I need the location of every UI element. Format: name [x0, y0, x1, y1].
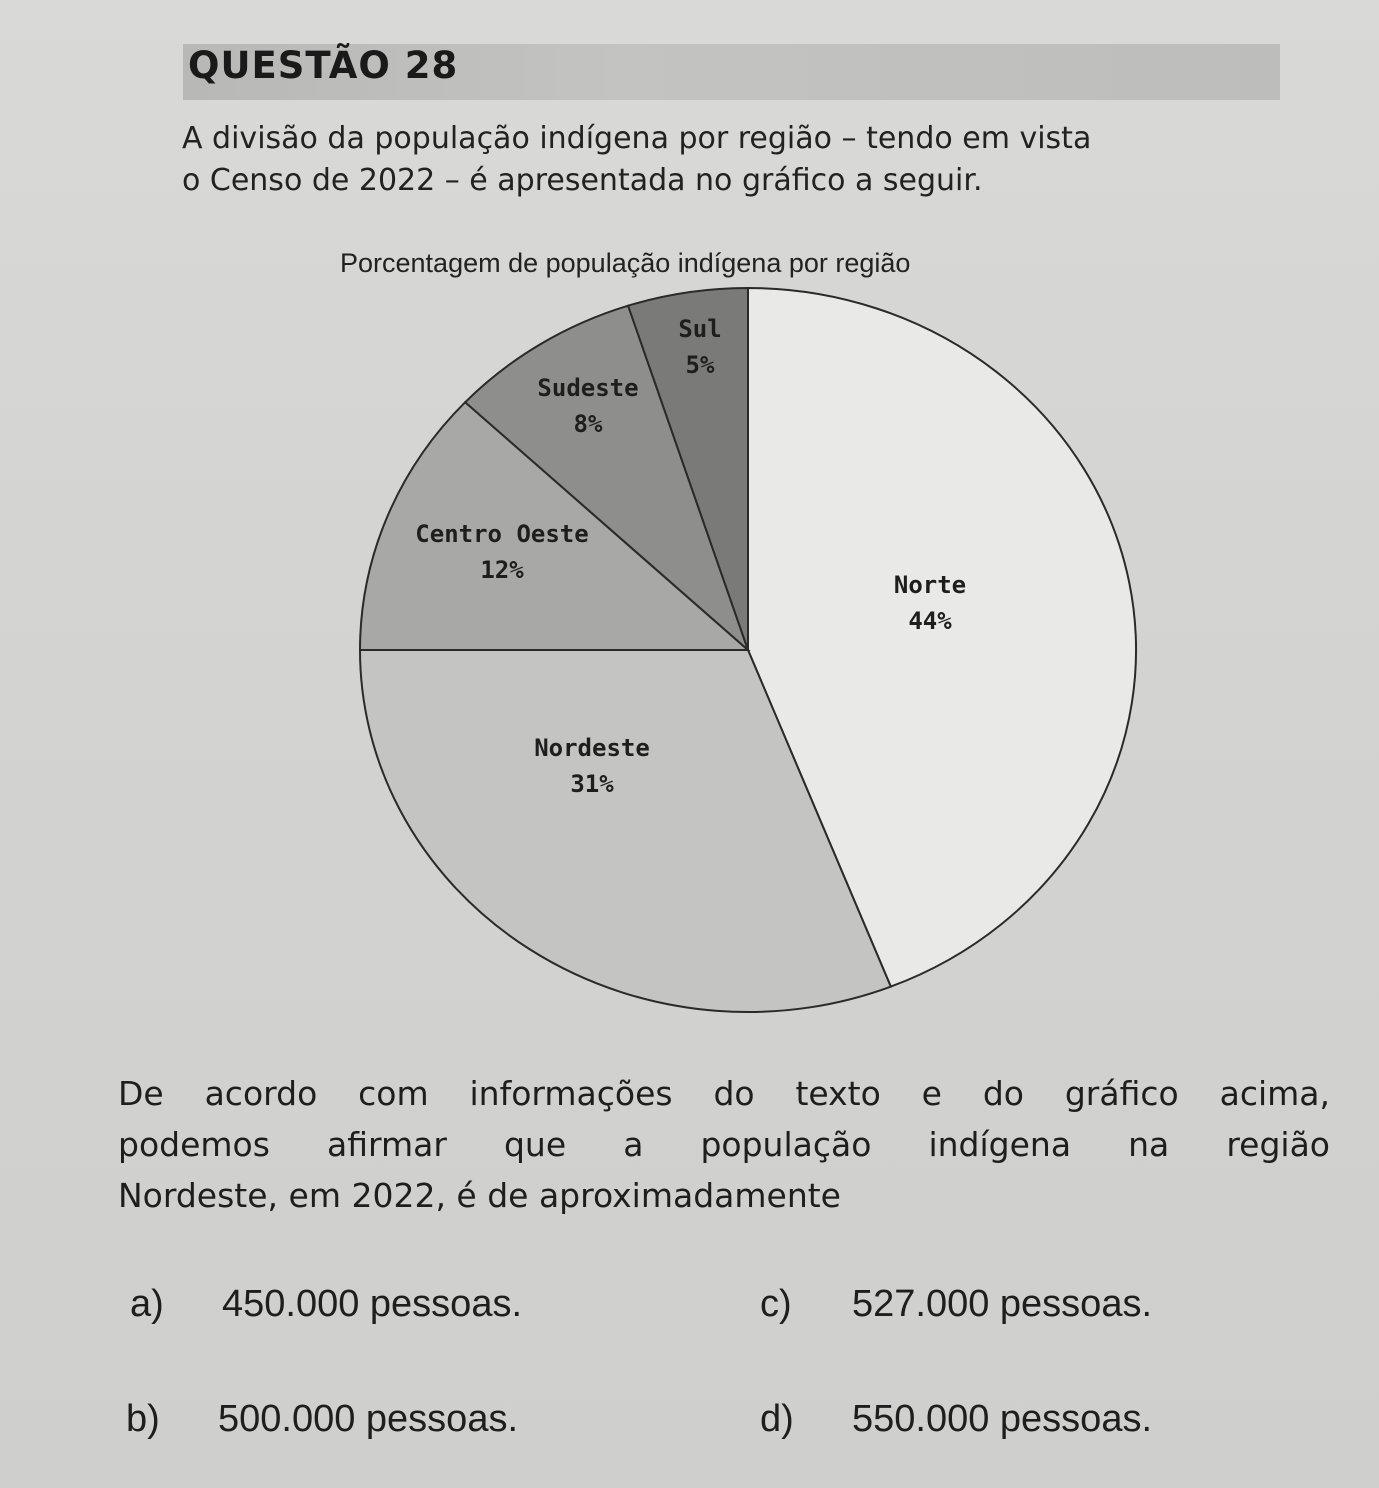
option-b-text: 500.000 pessoas.	[218, 1398, 519, 1440]
pie-slices	[360, 288, 1136, 1012]
option-c-text: 527.000 pessoas.	[852, 1283, 1153, 1325]
option-c-letter: c)	[760, 1283, 792, 1325]
slice-value-sudeste: 8%	[573, 410, 603, 438]
intro-line-2: o Censo de 2022 – é apresentada no gráfico a seguir.	[182, 163, 983, 198]
option-c[interactable]	[760, 1283, 1152, 1326]
slice-label-sul: Sul	[678, 315, 722, 343]
slice-value-centro-oeste: 12%	[480, 556, 524, 584]
option-a-letter: a)	[130, 1283, 164, 1325]
option-a-text: 450.000 pessoas.	[222, 1283, 523, 1325]
prompt-line-3: Nordeste, em 2022, é de aproximadamente	[118, 1176, 841, 1215]
option-d-text: 550.000 pessoas.	[852, 1398, 1153, 1440]
chart-title: Porcentagem de população indígena por região	[340, 248, 911, 278]
question-title: QUESTÃO 28	[188, 44, 459, 87]
option-d-letter: d)	[760, 1398, 794, 1440]
slice-value-sul: 5%	[685, 351, 715, 379]
slice-label-sudeste: Sudeste	[537, 374, 639, 402]
slice-label-centro-oeste: Centro Oeste	[415, 520, 589, 548]
slice-value-norte: 44%	[908, 607, 952, 635]
prompt-line-2: podemos afirmar que a população indígena na região	[118, 1125, 1330, 1164]
option-b[interactable]	[126, 1398, 518, 1441]
prompt-line-1: De acordo com informações do texto e do gráfico acima,	[118, 1074, 1330, 1113]
slice-label-nordeste: Nordeste	[534, 734, 650, 762]
option-a[interactable]	[130, 1283, 522, 1326]
option-b-letter: b)	[126, 1398, 160, 1440]
slice-value-nordeste: 31%	[570, 770, 614, 798]
slice-label-norte: Norte	[893, 571, 967, 599]
intro-line-1: A divisão da população indígena por região – tendo em vista	[182, 121, 1092, 156]
question-prompt	[118, 1068, 1330, 1221]
option-d[interactable]	[760, 1398, 1152, 1441]
